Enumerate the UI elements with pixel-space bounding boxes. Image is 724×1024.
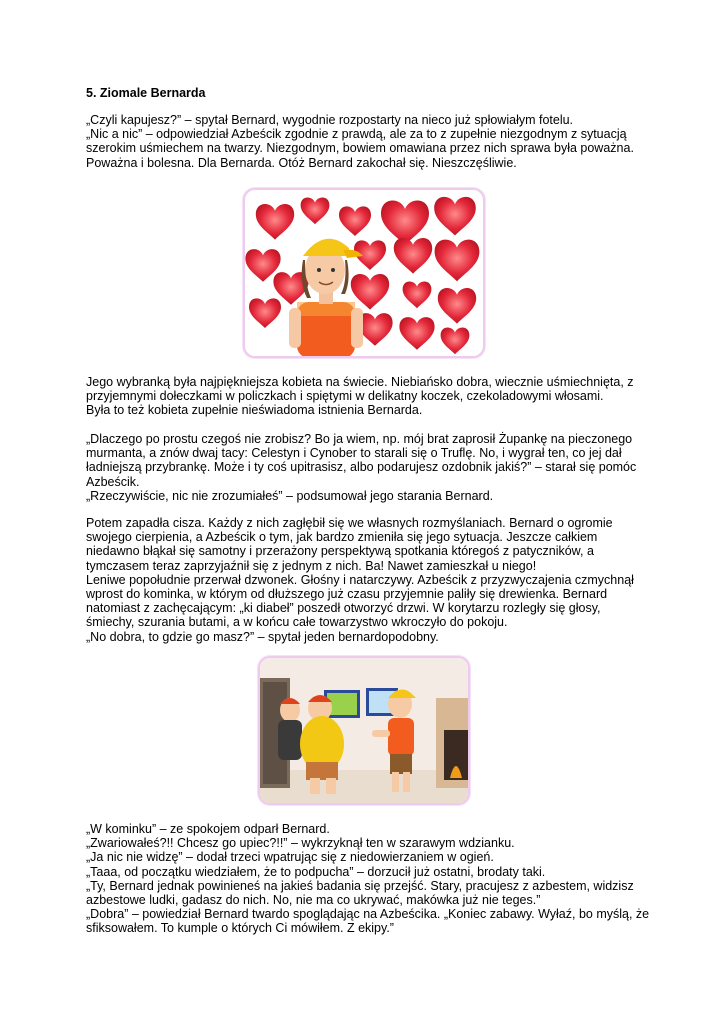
paragraph-3 (86, 432, 666, 503)
boy-figure (289, 239, 363, 356)
paragraph-5 (86, 822, 666, 936)
paragraph-1 (86, 113, 666, 170)
text-line: Jego wybranką była najpiękniejsza kobieta na świecie. Niebiańsko dobra, wiecznie uśmiechnięta, z (86, 375, 634, 389)
text-line: „Taaa, od początku wiedziałem, że to podpucha” – dorzucił już ostatni, brodaty taki. (86, 864, 546, 879)
text-line: szerokim uśmiechem na twarzy. Niezgodnym, bowiem omawiana przez nich sprawa była poważna. (86, 141, 634, 156)
hearts-illustration (243, 188, 485, 358)
text-line: ładniejszą przybrankę. Może i ty coś upitrasisz, albo podarujesz ozdobnik jakiś?” – starał się pomóc (86, 460, 637, 475)
text-line: „Ja nic nie widzę” – dodał trzeci wpatrując się z niedowierzaniem w ogień. (86, 850, 494, 865)
text-line: wprost do kominka, w którym od dłuższego już czasu przyjemnie paliły się drewienka. Bernard (86, 587, 608, 602)
friends-illustration (258, 656, 470, 805)
text-line: „W kominku” – ze spokojem odparł Bernard. (86, 822, 330, 836)
text-line: Potem zapadła cisza. Każdy z nich zagłębił się we własnych rozmyślaniach. Bernard o ogromie (86, 516, 613, 530)
text-line: Była to też kobieta zupełnie nieświadoma istnienia Bernarda. (86, 403, 423, 418)
text-line: niedawno błąkał się samotny i przerażony perspektywą spotkania któregoś z patyczników, a (86, 544, 594, 559)
text-line: „Dlaczego po prostu czegoś nie zrobisz? Bo ja wiem, np. mój brat zaprosił Żupankę na pieczonego (86, 432, 633, 446)
text-line: „Dobra” – powiedział Bernard twardo spoglądając na Azbeścika. „Koniec zabawy. Wyłaź, bo myślą, że (86, 907, 650, 922)
text-line: tymczasem teraz zaprzyjaźnił się z jednym z nich. Ba! Nawet zamieszkał u niego! (86, 558, 537, 573)
text-line: przyjemnymi dołeczkami w policzkach i spiętymi w delikatny koczek, czekoladowymi włosami. (86, 389, 604, 404)
chapter-title: 5. Ziomale Bernarda (86, 86, 206, 100)
paragraph-2 (86, 375, 666, 418)
text-line: swojego cierpienia, a Azbeścik o tym, jak bardzo zmieniła się jego sytuacja. Jeszcze całkiem (86, 530, 598, 545)
text-line: Leniwe popołudnie przerwał dzwonek. Głośny i natarczywy. Azbeścik z przyzwyczajenia czmychnął (86, 572, 634, 587)
text-line: „Nic a nic” – odpowiedział Azbeścik zgodnie z prawdą, ale za to z zupełnie niezgodnym z sytuacją (86, 127, 627, 142)
hearts-illustration-svg (245, 190, 483, 356)
text-line: Azbeścik. (86, 474, 140, 489)
text-line: „Czyli kapujesz?” – spytał Bernard, wygodnie rozpostarty na nieco już spłowiałym fotelu. (86, 113, 574, 127)
text-line: sfiksowałem. To kumple o których Ci mówiłem. Z ekipy.” (86, 921, 394, 936)
text-line: „Rzeczywiście, nic nie zrozumiałeś” – podsumował jego starania Bernard. (86, 488, 494, 503)
text-line: Poważna i bolesna. Dla Bernarda. Otóż Bernard zakochał się. Nieszczęśliwie. (86, 155, 517, 170)
text-line: „Ty, Bernard jednak powinieneś na jakieś badania się przejść. Stary, pracujesz z azbestem, widzisz (86, 878, 634, 893)
text-line: śmiechy, szurania butami, a w końcu całe towarzystwo wkroczyło do pokoju. (86, 615, 508, 630)
text-line: „Zwariowałeś?!! Chcesz go upiec?!!” – wykrzyknął ten w szarawym wdzianku. (86, 836, 515, 851)
friends-illustration-svg (260, 658, 468, 803)
text-line: azbestowe ludki, gadasz do nich. No, nie ma co ukrywać, makówka już nie teges.” (86, 893, 541, 908)
text-line: natomiast z zachęcającym: „ki diabeł” poszedł otworzyć drzwi. W korytarzu rozległy się głosy, (86, 601, 601, 616)
text-line: „No dobra, to gdzie go masz?” – spytał jeden bernardopodobny. (86, 629, 439, 644)
paragraph-4 (86, 516, 666, 644)
text-line: murmanta, a znów dwaj tacy: Celestyn i Cynober to starali się o Truflę. No, i wygrał ten, co jej dał (86, 446, 622, 461)
